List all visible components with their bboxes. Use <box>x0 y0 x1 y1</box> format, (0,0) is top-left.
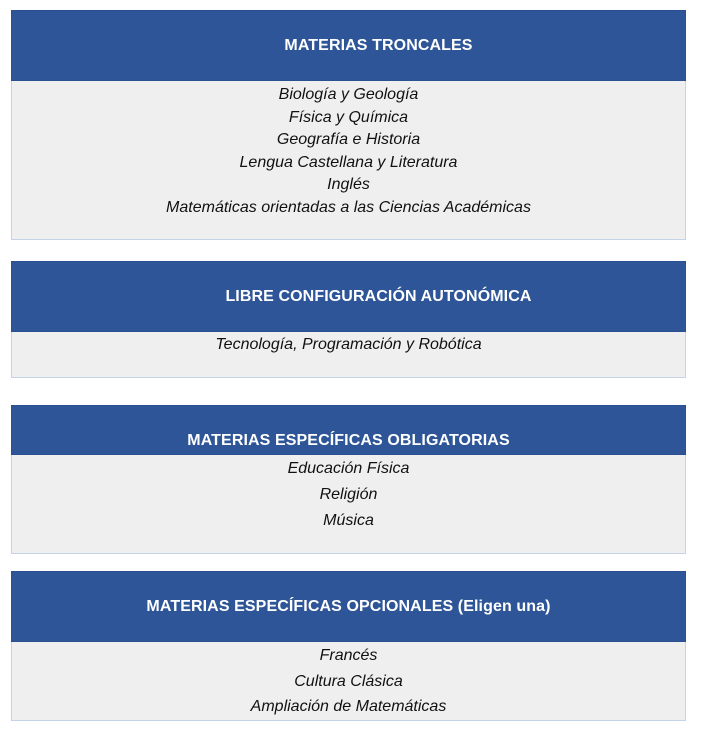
subject-item: Biología y Geología <box>278 86 419 103</box>
section-body <box>11 81 686 240</box>
section-materias-troncales <box>11 10 686 240</box>
subject-item: Cultura Clásica <box>294 672 403 690</box>
subject-item: Ampliación de Matemáticas <box>250 698 447 715</box>
section-header <box>11 10 686 81</box>
subject-item: Religión <box>319 486 378 503</box>
section-title: MATERIAS ESPECÍFICAS OBLIGATORIAS <box>187 432 510 449</box>
section-title: LIBRE CONFIGURACIÓN AUTONÓMICA <box>225 287 532 305</box>
subject-item: Inglés <box>327 176 370 193</box>
subject-item: Física y Química <box>288 108 409 126</box>
section-header <box>11 571 686 642</box>
subject-item: Francés <box>319 647 378 664</box>
section-libre-configuracion <box>11 261 686 378</box>
section-title: MATERIAS TRONCALES <box>284 36 473 54</box>
subject-item: Matemáticas orientadas a las Ciencias Académicas <box>166 198 531 216</box>
section-body <box>11 455 686 554</box>
section-title: MATERIAS ESPECÍFICAS OPCIONALES (Eligen una) <box>146 597 551 615</box>
section-body <box>11 642 686 721</box>
subject-item: Tecnología, Programación y Robótica <box>215 336 482 353</box>
section-header <box>11 261 686 332</box>
section-body <box>11 332 686 378</box>
section-header <box>11 405 686 455</box>
section-especificas-obligatorias <box>11 405 686 554</box>
subject-item: Educación Física <box>287 460 410 477</box>
section-especificas-opcionales <box>11 571 686 721</box>
subject-item: Geografía e Historia <box>276 131 421 148</box>
subject-item: Música <box>323 512 374 529</box>
subject-item: Lengua Castellana y Literatura <box>239 153 458 171</box>
